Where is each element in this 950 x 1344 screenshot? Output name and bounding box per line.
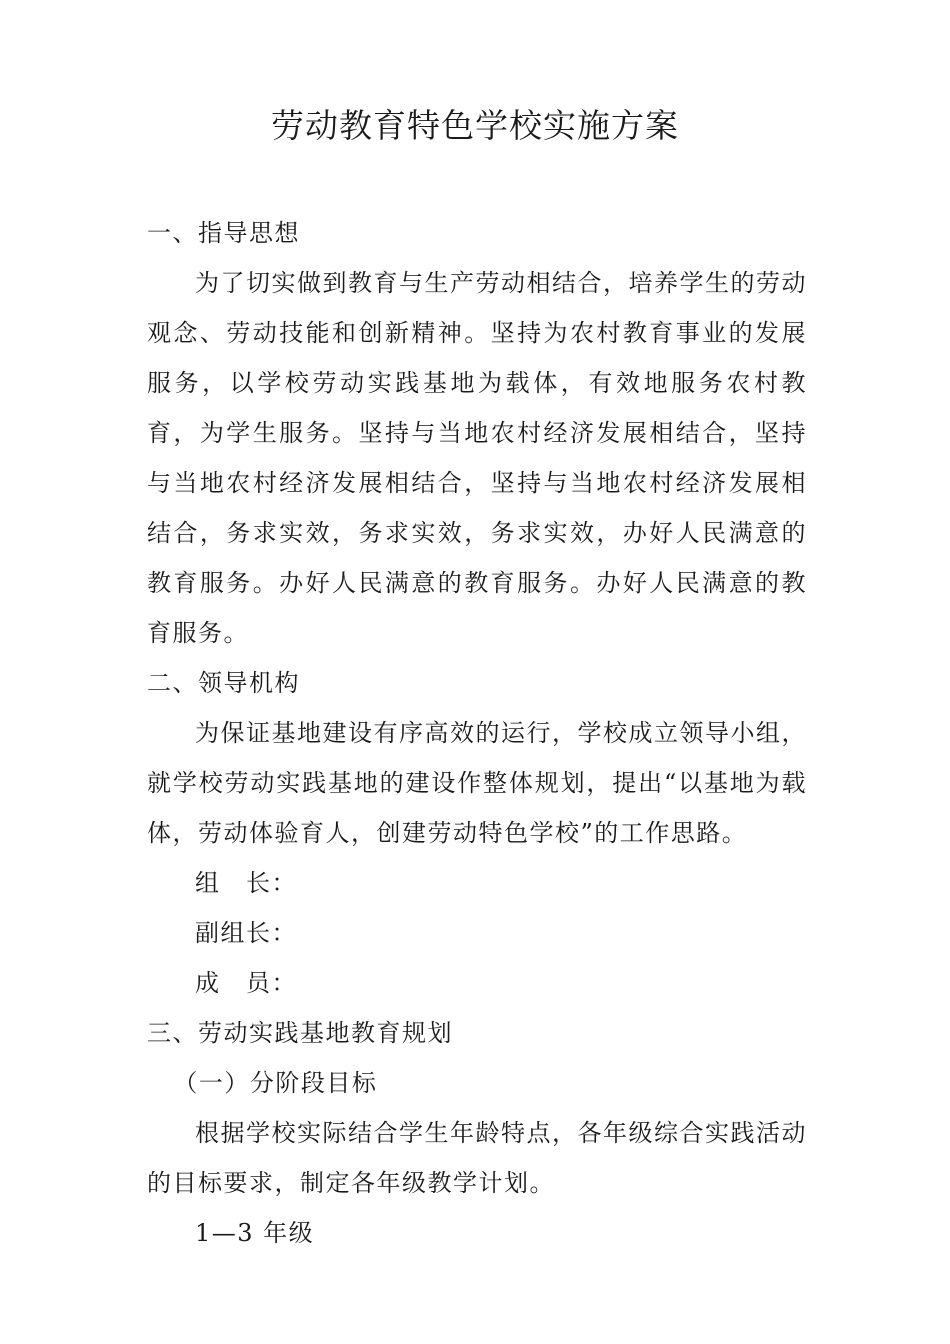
paragraph-stage-goals: 根据学校实际结合学生年龄特点，各年级综合实践活动的目标要求，制定各年级教学计划。 xyxy=(147,1119,807,1197)
document-title: 劳动教育特色学校实施方案 xyxy=(271,106,679,145)
paragraph-leadership: 为保证基地建设有序高效的运行，学校成立领导小组，就学校劳动实践基地的建设作整体规划，提出“以基地为载体，劳动体验育人，创建劳动特色学校”的工作思路。 xyxy=(147,719,807,847)
paragraph-guiding-ideology: 为了切实做到教育与生产劳动相结合，培养学生的劳动观念、劳动技能和创新精神。坚持为农村教育事业的发展服务，以学校劳动实践基地为载体，有效地服务农村教育，为学生服务。坚持与当地农村经济发展相结合，坚持与当地农村经济发展相结合，坚持与当地农村经济发展相结合，务求实效，务求实效，务求实效，办好人民满意的教育服务。办好人民满意的教育服务。办好人民满意的教育服务。 xyxy=(147,269,807,647)
deputy-leader-line: 副组长： xyxy=(195,919,297,947)
document-body xyxy=(147,208,807,1258)
section-heading-leadership: 二、领导机构 xyxy=(147,669,300,697)
section-heading-base-plan: 三、劳动实践基地教育规划 xyxy=(147,1019,453,1047)
members-line: 成 员： xyxy=(195,969,297,997)
leader-line: 组 长： xyxy=(195,869,297,897)
section-heading-guiding-ideology: 一、指导思想 xyxy=(147,219,300,247)
grade-label: 1—3 年级 xyxy=(195,1219,315,1247)
subheading-stage-goals: （一）分阶段目标 xyxy=(173,1069,378,1097)
